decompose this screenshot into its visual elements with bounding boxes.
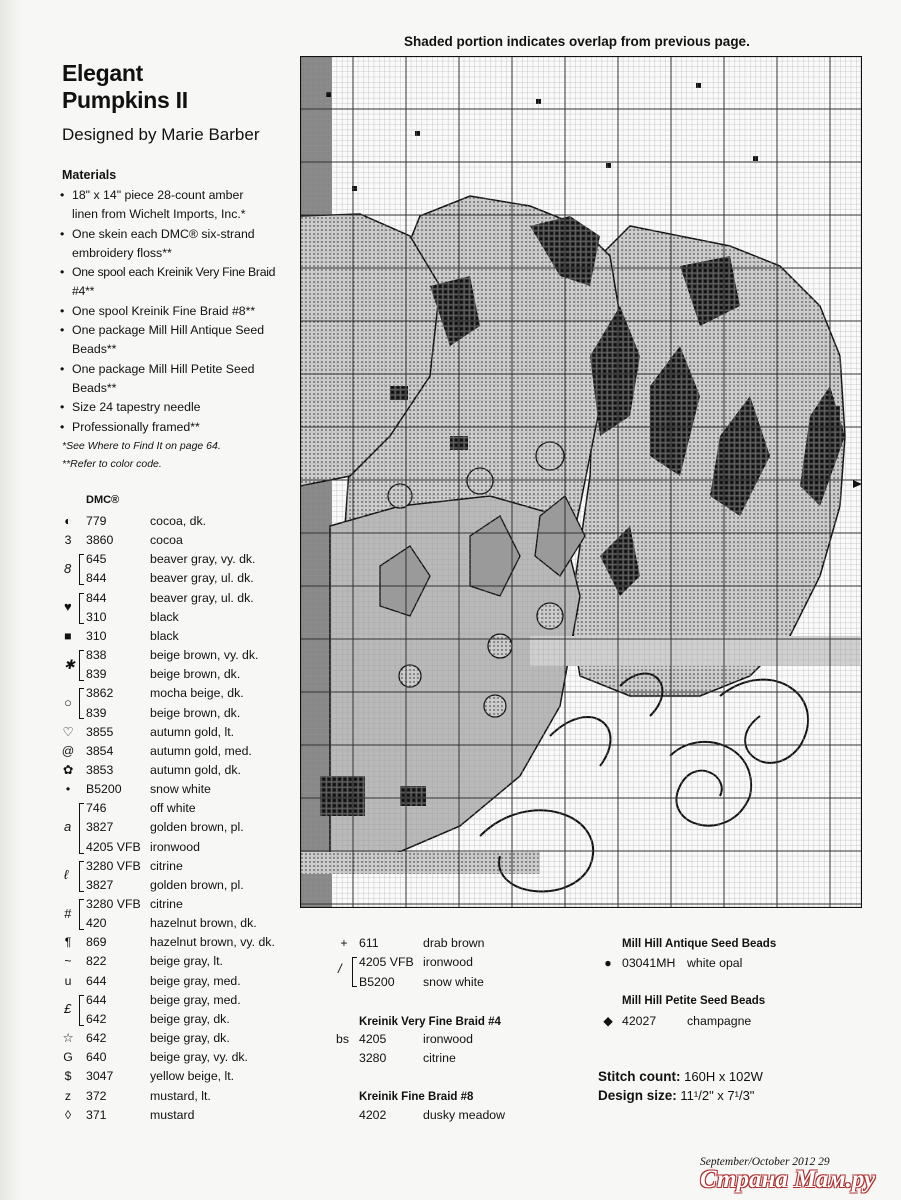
stitch-symbol: ■	[64, 628, 72, 643]
pattern-title	[62, 60, 188, 114]
dmc-code: 371	[86, 1107, 107, 1122]
blend-symbol: ○	[64, 694, 72, 710]
dmc-code: 3280 VFB	[86, 858, 141, 873]
kreinik-fb-desc: dusky meadow	[423, 1108, 506, 1122]
color-code-note: **Refer to color code.	[62, 458, 162, 470]
dmc-key-row	[60, 895, 300, 914]
dmc-key-row	[60, 991, 300, 1010]
blend-bracket	[79, 803, 84, 853]
dmc-color-name: beige gray, med.	[150, 992, 241, 1007]
dmc-color-name: ironwood	[423, 955, 473, 970]
antique-beads-heading: Mill Hill Antique Seed Beads	[622, 938, 777, 950]
dmc-color-name: beaver gray, ul. dk.	[150, 571, 254, 586]
material-item: • Size 24 tapestry needle	[60, 398, 300, 417]
where-to-find-note: *See Where to Find It on page 64.	[62, 440, 221, 452]
dmc-color-name: mocha beige, dk.	[150, 686, 244, 701]
dmc-color-name: autumn gold, lt.	[150, 724, 235, 739]
dmc-code: 746	[86, 801, 107, 816]
dmc-color-name: off white	[150, 801, 196, 816]
dmc-color-name: cocoa, dk.	[150, 514, 207, 528]
dmc-key-row	[60, 818, 300, 837]
dmc-code: 3827	[86, 877, 114, 892]
materials-heading: Materials	[62, 168, 117, 182]
dmc-color-name: hazelnut brown, dk.	[150, 916, 257, 931]
stitch-symbol: +	[340, 936, 348, 950]
kreinik-vf-code: 4205	[359, 1032, 387, 1046]
kreinik-vf-code-2: 3280	[359, 1051, 387, 1065]
dmc-code: 3862	[86, 686, 114, 701]
dmc-color-name: yellow beige, lt.	[150, 1069, 235, 1084]
dmc-code: 640	[86, 1050, 107, 1065]
fine-grid	[300, 56, 862, 908]
dmc-key-row	[60, 952, 300, 971]
dmc-code: 3854	[86, 743, 114, 758]
title-line-2: Pumpkins II	[62, 87, 188, 113]
stitch-count: Stitch count: 160H x 102W	[598, 1069, 763, 1084]
dmc-code: 839	[86, 705, 107, 720]
material-item: • One spool each Kreinik Very Fine Braid #4**	[60, 263, 300, 302]
stitch-symbol: u	[64, 973, 72, 988]
material-item: • Professionally framed**	[60, 418, 300, 437]
dmc-color-name: cocoa	[150, 533, 183, 548]
dmc-key-row	[60, 933, 300, 952]
blend-bracket	[79, 593, 84, 624]
dmc-key-row	[60, 1048, 300, 1067]
dmc-color-name: black	[150, 609, 179, 624]
dmc-code: 822	[86, 954, 107, 969]
dmc-heading: DMC®	[86, 494, 120, 506]
dmc-key-row	[60, 857, 300, 876]
dmc-color-name: ironwood	[150, 839, 200, 854]
blend-symbol: a	[64, 819, 72, 835]
bead-symbol: ◆	[603, 1014, 613, 1028]
dmc-color-name: beaver gray, ul. dk.	[150, 590, 254, 605]
blend-bracket	[79, 688, 84, 719]
dmc-key-row	[60, 1067, 300, 1086]
bead-symbol: ●	[604, 956, 612, 970]
stitch-symbol: ☆	[62, 1031, 74, 1046]
blend-bracket	[79, 650, 84, 681]
kreinik-vf-heading: Kreinik Very Fine Braid #4	[359, 1016, 501, 1028]
materials-list	[60, 186, 300, 437]
dmc-key-row	[60, 512, 300, 531]
dmc-color-name: golden brown, pl.	[150, 877, 244, 892]
dmc-key-row	[60, 723, 300, 742]
cross-stitch-chart	[300, 56, 862, 908]
dmc-color-name: drab brown	[423, 936, 485, 950]
dmc-key-row	[60, 1106, 300, 1125]
stitch-symbol: ◐	[64, 514, 72, 528]
stitch-symbol: 3	[64, 533, 72, 548]
blend-symbol: #	[64, 905, 72, 921]
blend-bracket	[352, 957, 357, 987]
dmc-color-name: beige gray, dk.	[150, 1011, 230, 1026]
blend-bracket	[79, 554, 84, 585]
dmc-color-name: mustard, lt.	[150, 1088, 211, 1103]
stitch-symbol: •	[65, 782, 71, 797]
material-item: • One spool Kreinik Fine Braid #8**	[60, 302, 300, 321]
blend-bracket	[79, 861, 84, 892]
blend-symbol: ℓ	[64, 867, 69, 883]
dmc-code: 844	[86, 571, 107, 586]
dmc-code: 839	[86, 667, 107, 682]
blend-symbol: ✱	[64, 656, 75, 672]
dmc-code: 642	[86, 1031, 107, 1046]
blend-symbol: ♥	[64, 599, 72, 615]
dmc-color-name: snow white	[423, 974, 484, 989]
dmc-color-name: snow white	[150, 782, 211, 797]
dmc-key-row	[60, 972, 300, 991]
dmc-color-name: citrine	[150, 858, 183, 873]
dmc-code: 3280 VFB	[86, 897, 141, 911]
blend-symbol: 8	[64, 560, 72, 576]
dmc-key-row	[60, 608, 300, 627]
dmc-code: 779	[86, 514, 107, 528]
dmc-color-name: black	[150, 628, 179, 643]
dmc-code: 844	[86, 590, 107, 605]
dmc-code: 4205 VFB	[359, 955, 414, 970]
kreinik-vf-desc-2: citrine	[423, 1051, 456, 1065]
overlap-note: Shaded portion indicates overlap from previous page.	[404, 34, 750, 49]
dmc-code: 3827	[86, 820, 114, 835]
kreinik-fb-code: 4202	[359, 1108, 387, 1122]
stitch-symbol: ◊	[64, 1107, 72, 1122]
petite-code: 42027	[622, 1014, 657, 1028]
dmc-code: 3855	[86, 724, 114, 739]
petite-desc: champagne	[687, 1014, 752, 1028]
blend-symbol: £	[64, 1001, 72, 1017]
material-item: • One package Mill Hill Petite Seed Beads**	[60, 360, 300, 399]
dmc-key-row	[60, 1010, 300, 1029]
dmc-key-row	[60, 684, 300, 703]
dmc-key-row	[60, 799, 300, 818]
dmc-key-row	[60, 1029, 300, 1048]
kreinik-fb-heading: Kreinik Fine Braid #8	[359, 1091, 474, 1103]
dmc-color-name: autumn gold, dk.	[150, 762, 241, 777]
dmc-key-row	[60, 569, 300, 588]
designer-credit: Designed by Marie Barber	[62, 125, 260, 144]
dmc-color-name: beige gray, lt.	[150, 954, 223, 969]
material-item: • 18" x 14" piece 28-count amber linen from Wichelt Imports, Inc.*	[60, 186, 300, 225]
dmc-code: 310	[86, 609, 107, 624]
dmc-code: 372	[86, 1088, 107, 1103]
dmc-code: 420	[86, 916, 107, 931]
dmc-color-name: hazelnut brown, vy. dk.	[150, 935, 275, 950]
dmc-key-row	[60, 665, 300, 684]
site-watermark: Страна Мам.ру	[700, 1166, 876, 1193]
dmc-code: 645	[86, 552, 107, 567]
dmc-color-name: golden brown, pl.	[150, 820, 244, 835]
dmc-key-row	[60, 780, 300, 799]
dmc-key-row	[60, 627, 300, 646]
stitch-symbol: $	[64, 1069, 72, 1084]
material-item: • One skein each DMC® six-strand embroidery floss**	[60, 225, 300, 264]
page-footer: September/October 2012 29	[700, 1156, 830, 1168]
stitch-symbol: ✿	[62, 762, 74, 777]
stitch-symbol: ¶	[64, 935, 72, 950]
dmc-color-name: beige brown, vy. dk.	[150, 648, 259, 663]
dmc-key-row	[60, 531, 300, 550]
dmc-color-name: citrine	[150, 897, 183, 911]
dmc-color-name: mustard	[150, 1107, 195, 1122]
dmc-key-row	[60, 550, 300, 569]
title-line-1: Elegant	[62, 60, 143, 86]
dmc-color-name: autumn gold, med.	[150, 743, 252, 758]
page-gutter	[0, 0, 22, 1200]
antique-code: 03041MH	[622, 956, 676, 970]
dmc-code: 611	[359, 936, 379, 950]
dmc-color-name: beige gray, vy. dk.	[150, 1050, 248, 1065]
dmc-key-row	[60, 876, 300, 895]
dmc-key-row	[60, 704, 300, 723]
dmc-code: 3860	[86, 533, 114, 548]
stitch-symbol: z	[64, 1088, 72, 1103]
blend-bracket	[79, 995, 84, 1026]
stitch-symbol: ~	[64, 954, 72, 969]
petite-beads-heading: Mill Hill Petite Seed Beads	[622, 995, 766, 1007]
stitch-symbol: @	[61, 743, 75, 758]
dmc-code: 4205 VFB	[86, 839, 141, 854]
dmc-color-name: beige brown, dk.	[150, 667, 241, 682]
dmc-color-name: beige gray, dk.	[150, 1031, 230, 1046]
dmc-key-row	[60, 761, 300, 780]
dmc-code: 3047	[86, 1069, 114, 1084]
dmc-code: 838	[86, 648, 107, 663]
kreinik-vf-symbol: bs	[336, 1032, 349, 1046]
dmc-code: 3853	[86, 762, 114, 777]
dmc-code: B5200	[86, 782, 122, 797]
stitch-symbol: G	[63, 1050, 73, 1065]
dmc-code: 310	[86, 628, 107, 643]
dmc-key-row	[60, 914, 300, 933]
dmc-key-row	[60, 589, 300, 608]
dmc-color-name: beaver gray, vy. dk.	[150, 552, 256, 567]
dmc-code: 644	[86, 973, 107, 988]
dmc-color-name: beige brown, dk.	[150, 705, 241, 720]
dmc-code: 642	[86, 1011, 107, 1026]
dmc-key-row	[60, 838, 300, 857]
dmc-code: B5200	[359, 974, 395, 989]
stitch-symbol: ♡	[62, 724, 74, 739]
dmc-code: 644	[86, 992, 107, 1007]
blend-bracket	[79, 899, 84, 930]
antique-desc: white opal	[687, 956, 743, 970]
blend-symbol: /	[338, 961, 342, 976]
dmc-color-name: beige gray, med.	[150, 973, 241, 988]
kreinik-vf-desc: ironwood	[423, 1032, 473, 1046]
dmc-key-row	[60, 1087, 300, 1106]
dmc-code: 869	[86, 935, 107, 950]
design-size: Design size: 11¹/2" x 7¹/3"	[598, 1088, 755, 1103]
dmc-key-row	[60, 742, 300, 761]
material-item: • One package Mill Hill Antique Seed Beads**	[60, 321, 300, 360]
dmc-key-row	[60, 646, 300, 665]
